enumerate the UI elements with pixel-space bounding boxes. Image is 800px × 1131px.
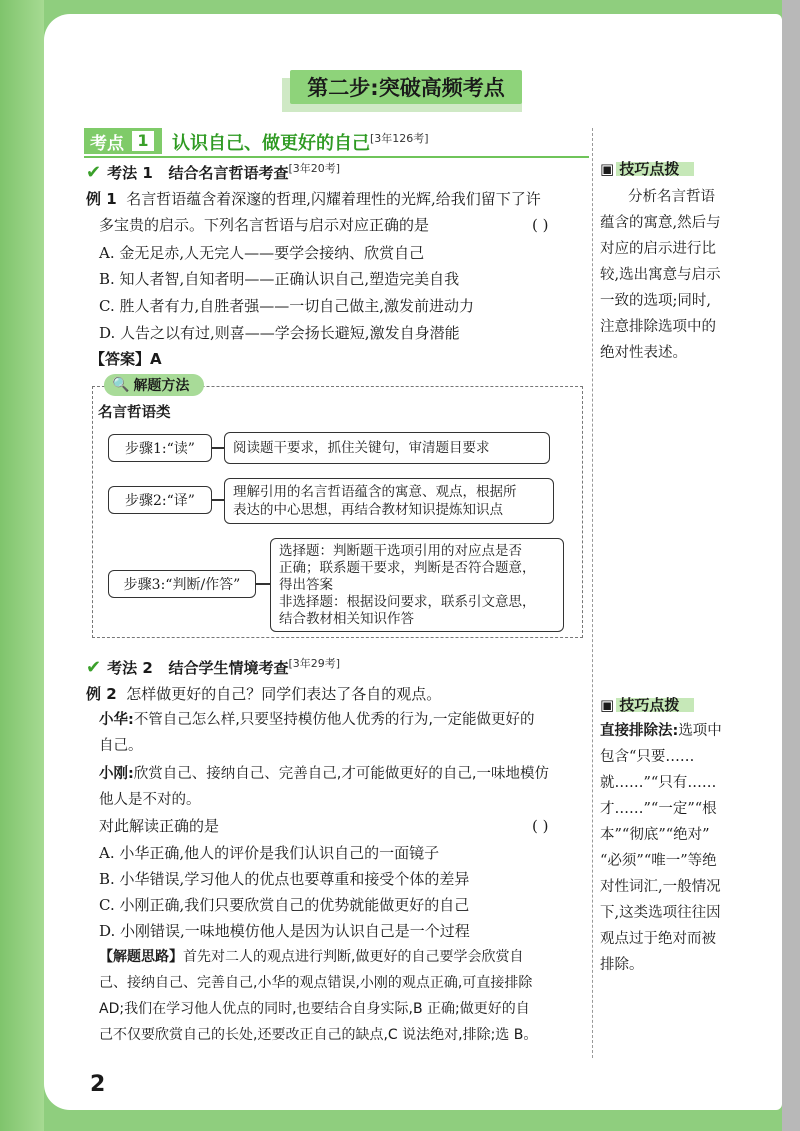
kaofa1-heading: [86, 160, 340, 183]
tip2-body: [600, 718, 740, 978]
tip2-line: 下,这类选项往往因: [600, 905, 721, 921]
analysis-label: 【解题思路】: [99, 949, 183, 965]
example1-answer: 【答案】A: [90, 350, 162, 368]
step1-connector: [212, 447, 224, 449]
tip2-line: 对性词汇,一般情况: [600, 879, 721, 895]
method-tag-label: 解题方法: [133, 378, 190, 394]
tip2-heading: [600, 694, 679, 715]
book-icon: ▣: [600, 160, 615, 178]
tip2-line: 选项中: [678, 723, 722, 739]
step3-desc-line5: 结合教材相关知识作答: [279, 611, 414, 627]
tip2-line: “必须”“唯一”等绝: [600, 853, 717, 869]
xiaohua-text-1: 不管自己怎么样,只要坚持模仿他人优秀的行为,一定能做更好的: [133, 712, 535, 728]
example2-option-b: B. 小华错误,学习他人的优点也要尊重和接受个体的差异: [99, 870, 470, 888]
example1-stem-2: 多宝贵的启示。下列名言哲语与启示对应正确的是: [99, 216, 430, 234]
example2-line1: [86, 683, 441, 705]
tip1-heading-text: 技巧点拨: [619, 160, 680, 178]
method-tag: [104, 374, 204, 396]
tip1-heading: [600, 158, 679, 179]
step3-desc-line2: 正确；联系题干要求，判断是否符合题意，: [279, 560, 536, 576]
example2-option-d: D. 小刚错误,一味地模仿他人是因为认识自己是一个过程: [99, 922, 470, 940]
tip2-heading-text: 技巧点拨: [619, 696, 680, 714]
page-edge-left: [0, 0, 44, 1131]
example1-option-d: D. 人告之以有过,则喜——学会扬长避短,激发自身潜能: [99, 324, 460, 342]
analysis-text-2: 己、接纳自己、完善自己,小华的观点错误,小刚的观点正确,可直接排除: [99, 975, 533, 991]
page-number: 2: [90, 1072, 106, 1097]
xiaogang-text-2: 他人是不对的。: [99, 792, 201, 808]
example2-label: 例 2: [86, 685, 117, 703]
example2-answer-blank: ( ): [532, 817, 549, 835]
analysis-text-4: 己不仅要欣赏自己的长处,还要改正自己的缺点,C 说法绝对,排除;选 B。: [99, 1027, 538, 1043]
step2-desc-line2: 表达的中心思想，再结合教材知识提炼知识点: [233, 502, 503, 518]
step3-desc-line1: 选择题：判断题干选项引用的对应点是否: [279, 543, 522, 559]
kaofa2-title: 结合学生情境考查: [168, 659, 289, 677]
kaodian-title: [172, 129, 429, 155]
check-icon: ✔: [86, 162, 102, 183]
step1-label: 步骤1:“读”: [108, 434, 212, 462]
example1-stem-1: 名言哲语蕴含着深邃的哲理,闪耀着理性的光辉,给我们留下了许: [126, 190, 541, 208]
magnifier-icon: 🔍: [112, 377, 130, 393]
tip1-line: 分析名言哲语: [628, 189, 715, 205]
page-title: 第二步:突破高频考点: [290, 70, 522, 104]
book-icon: ▣: [600, 696, 615, 714]
xiaogang-text-1: 欣赏自己、接纳自己、完善自己,才可能做更好的自己,一味地模仿: [133, 766, 550, 782]
analysis-line1: [99, 946, 523, 968]
example2-stem: 怎样做更好的自己？同学们表达了各自的观点。: [126, 685, 442, 703]
tip2-line: 排除。: [600, 957, 644, 973]
kaodian-frequency: [3年126考]: [370, 132, 429, 145]
tip2-line: 观点过于绝对而被: [600, 931, 716, 947]
example1-answer-blank: ( ): [532, 216, 549, 234]
tip1-line: 注意排除选项中的: [600, 319, 716, 335]
step3-desc-line3: 得出答案: [279, 577, 333, 593]
kaodian-title-text: 认识自己、做更好的自己: [172, 133, 370, 154]
xiaohua-line1: [99, 709, 535, 731]
step2-label: 步骤2:“译”: [108, 486, 212, 514]
step3-desc-line4: 非选择题：根据设问要求，联系引文意思，: [279, 594, 536, 610]
kaodian-tag-label: 考点: [90, 133, 124, 154]
tip2-line: 本”“彻底”“绝对”: [600, 827, 710, 843]
page-edge-right: [782, 0, 800, 1131]
example1-line1: [86, 188, 541, 210]
xiaogang-line1: [99, 763, 549, 785]
step3-connector: [256, 583, 270, 585]
kaofa2-label: 考法 2: [107, 659, 153, 677]
step2-desc-line1: 理解引用的名言哲语蕴含的寓意、观点，根据所: [233, 484, 517, 500]
example1-option-b: B. 知人者智,自知者明——正确认识自己,塑造完美自我: [99, 270, 460, 288]
tip1-body: [600, 184, 740, 366]
tip1-line: 较,选出寓意与启示: [600, 267, 721, 283]
kaodian-number: 1: [132, 131, 154, 151]
kaofa1-title: 结合名言哲语考查: [168, 164, 289, 182]
example1-option-a: A. 金无足赤,人无完人——要学会接纳、欣赏自己: [99, 244, 425, 262]
tip2-line: 才……”“一定”“根: [600, 801, 717, 817]
check-icon: ✔: [86, 657, 102, 678]
step3-desc: [270, 538, 564, 632]
analysis-text-1: 首先对二人的观点进行判断,做更好的自己要学会欣赏自: [183, 949, 524, 965]
xiaohua-text-2: 自己。: [99, 738, 143, 754]
kaofa2-heading: [86, 655, 340, 678]
step3-label: 步骤3:“判断/作答”: [108, 570, 256, 598]
kaofa1-label: 考法 1: [107, 164, 153, 182]
kaofa1-frequency: [3年20考]: [288, 162, 341, 175]
xiaogang-name: 小刚:: [99, 766, 134, 782]
tip1-line: 一致的选项;同时,: [600, 293, 711, 309]
sidebar-divider: [592, 128, 593, 1058]
kaodian-tag: [84, 128, 162, 154]
xiaohua-name: 小华:: [99, 712, 134, 728]
tip1-line: 蕴含的寓意,然后与: [600, 215, 721, 231]
step2-desc: [224, 478, 554, 524]
tip1-line: 绝对性表述。: [600, 345, 687, 361]
example1-label: 例 1: [86, 190, 117, 208]
kaofa2-frequency: [3年29考]: [288, 657, 341, 670]
example1-option-c: C. 胜人者有力,自胜者强——一切自己做主,激发前进动力: [99, 297, 475, 315]
tip1-line: 对应的启示进行比: [600, 241, 716, 257]
tip2-lead: 直接排除法:: [600, 723, 679, 739]
step2-connector: [212, 499, 224, 501]
example2-option-c: C. 小刚正确,我们只要欣赏自己的优势就能做更好的自己: [99, 896, 470, 914]
tip2-line: 包含“只要……: [600, 749, 695, 765]
tip2-line: 就……”“只有……: [600, 775, 717, 791]
analysis-text-3: AD;我们在学习他人优点的同时,也要结合自身实际,B 正确;做更好的自: [99, 1001, 530, 1017]
method-heading: 名言哲语类: [98, 405, 171, 421]
example2-question: 对此解读正确的是: [99, 817, 220, 835]
example2-option-a: A. 小华正确,他人的评价是我们认识自己的一面镜子: [99, 844, 440, 862]
kaodian-row: [84, 126, 589, 158]
step1-desc: 阅读题干要求，抓住关键句，审清题目要求: [224, 432, 550, 464]
